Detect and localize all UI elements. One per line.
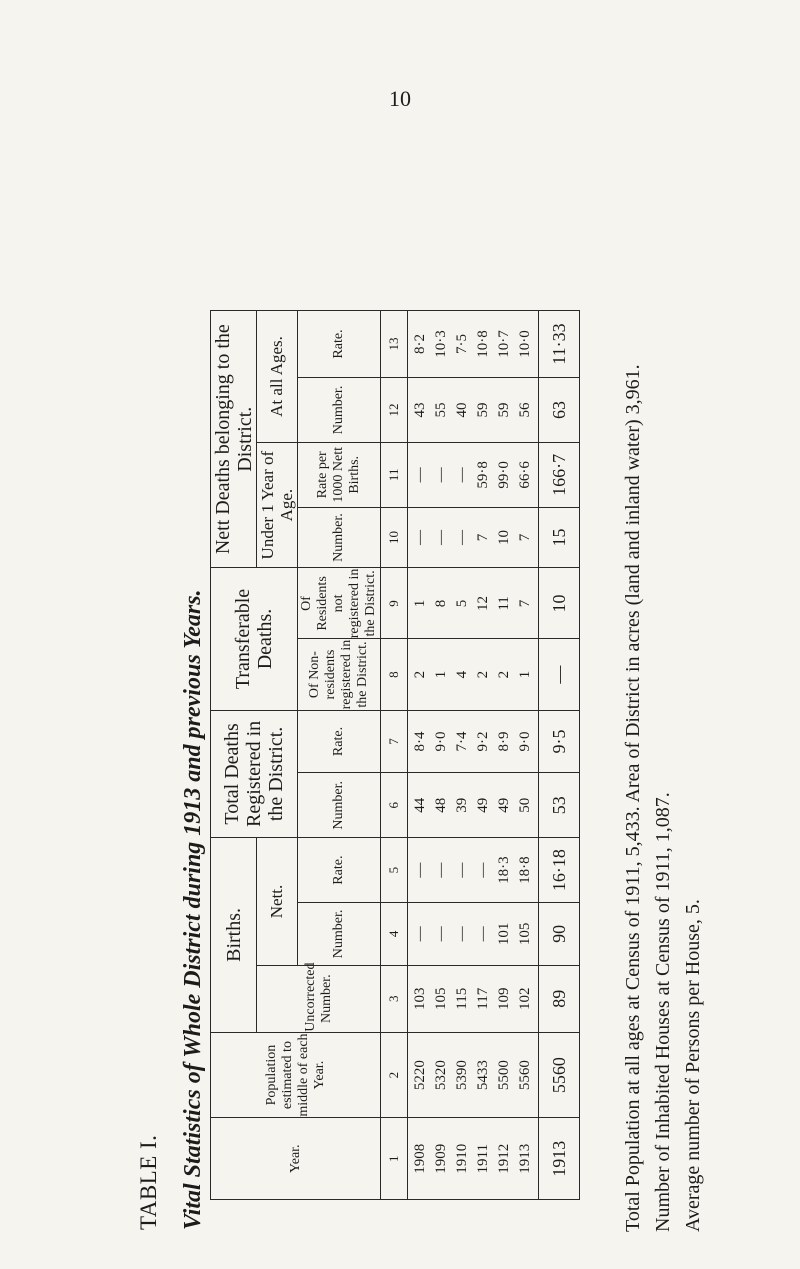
cell-value: — bbox=[475, 926, 492, 942]
cell-value: 5433 bbox=[475, 1060, 492, 1091]
cell-value: — bbox=[433, 862, 450, 878]
column-index: 3 bbox=[381, 965, 408, 1032]
cell-value: 102 bbox=[517, 987, 534, 1010]
cell-value: 10·0 bbox=[517, 330, 534, 358]
cell-residents-not-registered bbox=[408, 568, 539, 639]
header-population: Population estimated to middle of each Year. bbox=[211, 1032, 381, 1118]
cell-value: 10·8 bbox=[475, 330, 492, 358]
header-non-residents: Of Non-residents registered in the District. bbox=[297, 639, 380, 710]
cell-births-uncorrected bbox=[408, 965, 539, 1032]
cell-value: — bbox=[454, 530, 471, 546]
cell-value: 5390 bbox=[454, 1060, 471, 1091]
cell-value: 101 bbox=[496, 922, 513, 946]
cell-value: 2 bbox=[475, 670, 492, 679]
column-index: 11 bbox=[381, 442, 408, 507]
cell-infant-number bbox=[408, 507, 539, 568]
cell-value: — bbox=[412, 530, 429, 546]
cell-infant-rate bbox=[408, 442, 539, 507]
column-index: 5 bbox=[381, 838, 408, 903]
cell-value: 105 bbox=[433, 987, 450, 1010]
cell-value: 55 bbox=[433, 402, 450, 418]
header-births-number: Number. bbox=[297, 903, 380, 966]
cell-value: 7 bbox=[517, 533, 534, 542]
total-deaths-number: 53 bbox=[539, 773, 580, 838]
cell-value: 1910 bbox=[454, 1143, 471, 1174]
footnote-population-area: Total Population at all ages at Census of 1911, 5,433. Area of District in acres (land and inland water) 3,961. bbox=[622, 364, 644, 1232]
cell-value: — bbox=[433, 926, 450, 942]
cell-value: 4 bbox=[454, 670, 471, 679]
vital-statistics-table bbox=[210, 310, 580, 1200]
cell-value: 10 bbox=[496, 530, 513, 546]
column-index: 1 bbox=[381, 1118, 408, 1200]
header-transferable-deaths: Transferable Deaths. bbox=[211, 568, 298, 710]
footnote-houses: Number of Inhabited Houses at Census of 1911, 1,087. bbox=[652, 792, 674, 1232]
column-index: 8 bbox=[381, 639, 408, 710]
cell-value: 8·9 bbox=[496, 731, 513, 752]
header-infant-rate: Rate per 1000 Nett Births. bbox=[297, 442, 380, 507]
column-index: 10 bbox=[381, 507, 408, 568]
cell-value: 1911 bbox=[475, 1144, 492, 1174]
column-index: 12 bbox=[381, 378, 408, 443]
cell-value: 59 bbox=[496, 402, 513, 418]
column-index: 9 bbox=[381, 568, 408, 639]
header-nett-number: Number. bbox=[297, 378, 380, 443]
cell-value: 7·5 bbox=[454, 334, 471, 355]
cell-births-rate bbox=[408, 838, 539, 903]
cell-value: 48 bbox=[433, 797, 450, 813]
cell-value: 12 bbox=[475, 595, 492, 611]
total-residents-not-registered: 10 bbox=[539, 568, 580, 639]
cell-value: 8·4 bbox=[412, 731, 429, 752]
cell-value: 5 bbox=[454, 599, 471, 608]
header-nett-rate: Rate. bbox=[297, 311, 380, 378]
total-nett-rate: 11·33 bbox=[539, 311, 580, 378]
cell-value: 1908 bbox=[412, 1143, 429, 1174]
cell-value: 9·0 bbox=[517, 731, 534, 752]
cell-value: 11 bbox=[496, 596, 513, 611]
cell-nett-rate bbox=[408, 311, 539, 378]
cell-value: 44 bbox=[412, 797, 429, 813]
cell-births-number bbox=[408, 903, 539, 966]
cell-value: 99·0 bbox=[496, 461, 513, 489]
header-births-uncorrected: Uncorrected Number. bbox=[257, 965, 381, 1032]
header-residents-not-registered: Of Residents not registered in the District. bbox=[297, 568, 380, 639]
cell-value: 43 bbox=[412, 402, 429, 418]
cell-value: 5560 bbox=[517, 1060, 534, 1091]
column-index: 4 bbox=[381, 903, 408, 966]
total-deaths-rate: 9·5 bbox=[539, 710, 580, 773]
cell-value: 59·8 bbox=[475, 461, 492, 489]
cell-value: — bbox=[433, 467, 450, 483]
cell-deaths-rate bbox=[408, 710, 539, 773]
cell-value: 7·4 bbox=[454, 731, 471, 752]
cell-value: 56 bbox=[517, 402, 534, 418]
cell-value: 7 bbox=[475, 533, 492, 542]
header-births-nett: Nett. bbox=[257, 838, 297, 966]
cell-nett-number bbox=[408, 378, 539, 443]
table-title: TABLE I. bbox=[136, 1134, 161, 1230]
cell-non-residents bbox=[408, 639, 539, 710]
cell-value: 9·0 bbox=[433, 731, 450, 752]
cell-value: 49 bbox=[496, 797, 513, 813]
column-index: 7 bbox=[381, 710, 408, 773]
cell-value: 2 bbox=[496, 670, 513, 679]
cell-value: 59 bbox=[475, 402, 492, 418]
cell-value: 10·3 bbox=[433, 330, 450, 358]
table-subtitle: Vital Statistics of Whole District during 1913 and previous Years. bbox=[180, 589, 206, 1230]
cell-deaths-number bbox=[408, 773, 539, 838]
cell-value: — bbox=[412, 926, 429, 942]
header-births: Births. bbox=[211, 838, 257, 1033]
cell-value: 8 bbox=[433, 599, 450, 608]
total-nett-number: 63 bbox=[539, 378, 580, 443]
page-number: 10 bbox=[389, 86, 411, 111]
cell-value: 5220 bbox=[412, 1060, 429, 1091]
total-infant-rate: 166·7 bbox=[539, 442, 580, 507]
cell-value: — bbox=[475, 862, 492, 878]
cell-year bbox=[408, 1118, 539, 1200]
cell-value: 1 bbox=[433, 670, 450, 679]
header-infant-number: Number. bbox=[297, 507, 380, 568]
header-under-one-year: Under 1 Year of Age. bbox=[257, 442, 297, 567]
column-index: 6 bbox=[381, 773, 408, 838]
header-deaths-rate: Rate. bbox=[297, 710, 380, 773]
cell-value: 18·3 bbox=[496, 856, 513, 884]
cell-value: 1912 bbox=[496, 1143, 513, 1174]
cell-value: 109 bbox=[496, 987, 513, 1010]
cell-value: 1913 bbox=[517, 1143, 534, 1174]
total-infant-number: 15 bbox=[539, 507, 580, 568]
cell-value: 49 bbox=[475, 797, 492, 813]
cell-value: 7 bbox=[517, 599, 534, 608]
total-births-uncorrected: 89 bbox=[539, 965, 580, 1032]
cell-value: 40 bbox=[454, 402, 471, 418]
cell-value: 5500 bbox=[496, 1060, 513, 1091]
header-nett-deaths: Nett Deaths belonging to the District. bbox=[211, 311, 257, 568]
cell-value: 105 bbox=[517, 922, 534, 946]
cell-value: 18·8 bbox=[517, 856, 534, 884]
cell-value: 1 bbox=[517, 670, 534, 679]
cell-value: 39 bbox=[454, 797, 471, 813]
cell-value: 5320 bbox=[433, 1060, 450, 1091]
cell-value: 117 bbox=[475, 987, 492, 1010]
cell-value: 9·2 bbox=[475, 731, 492, 752]
cell-value: 66·6 bbox=[517, 461, 534, 489]
total-population: 5560 bbox=[539, 1032, 580, 1118]
cell-value: 1909 bbox=[433, 1143, 450, 1174]
cell-value: 2 bbox=[412, 670, 429, 679]
cell-value: 50 bbox=[517, 797, 534, 813]
header-all-ages: At all Ages. bbox=[257, 311, 297, 443]
cell-value: 115 bbox=[454, 987, 471, 1010]
total-non-residents: — bbox=[539, 639, 580, 710]
cell-population bbox=[408, 1032, 539, 1118]
column-index: 13 bbox=[381, 311, 408, 378]
cell-value: 103 bbox=[412, 987, 429, 1010]
cell-value: 8·2 bbox=[412, 334, 429, 355]
header-deaths-number: Number. bbox=[297, 773, 380, 838]
header-total-deaths: Total Deaths Registered in the District. bbox=[211, 710, 298, 838]
header-year: Year. bbox=[211, 1118, 381, 1200]
cell-value: 1 bbox=[412, 599, 429, 608]
total-births-rate: 16·18 bbox=[539, 838, 580, 903]
cell-value: — bbox=[454, 926, 471, 942]
total-year: 1913 bbox=[539, 1118, 580, 1200]
cell-value: — bbox=[454, 467, 471, 483]
total-births-number: 90 bbox=[539, 903, 580, 966]
cell-value: — bbox=[412, 467, 429, 483]
header-births-rate: Rate. bbox=[297, 838, 380, 903]
cell-value: 10·7 bbox=[496, 330, 513, 358]
cell-value: — bbox=[433, 530, 450, 546]
cell-value: — bbox=[412, 862, 429, 878]
column-index: 2 bbox=[381, 1032, 408, 1118]
footnote-persons-per-house: Average number of Persons per House, 5. bbox=[682, 899, 704, 1232]
cell-value: — bbox=[454, 862, 471, 878]
